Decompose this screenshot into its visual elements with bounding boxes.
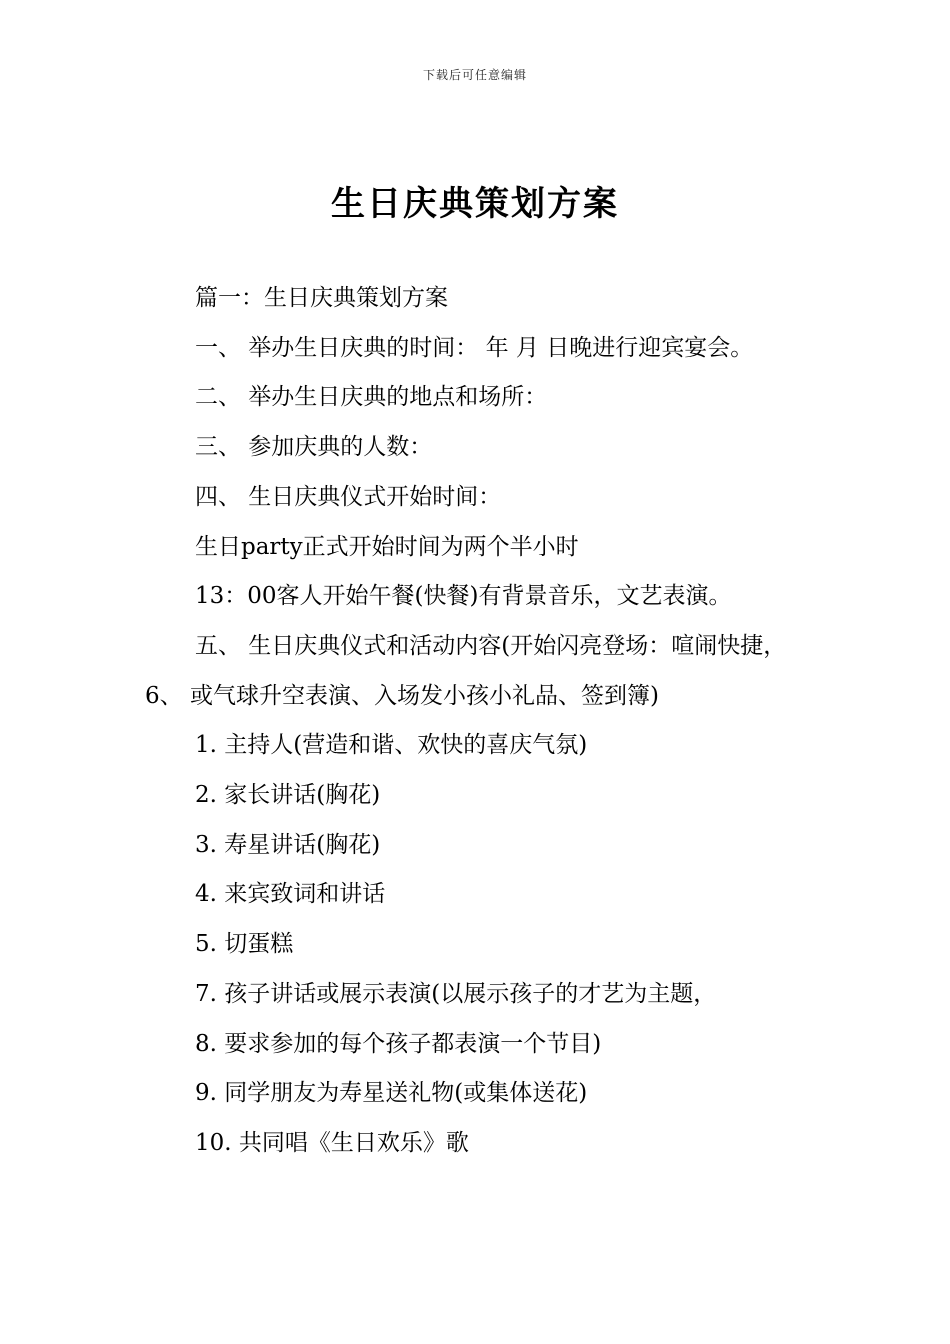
list-item: 5. 切蛋糕 <box>195 931 294 958</box>
party-duration: 生日party正式开始时间为两个半小时 <box>195 533 579 560</box>
item-activities: 五、 生日庆典仪式和活动内容(开始闪亮登场：喧闹快捷，6、 或气球升空表演、入场发小孩小礼品、签到簿) <box>145 632 787 709</box>
list-item: 10. 共同唱《生日欢乐》歌 <box>195 1129 469 1156</box>
list-item: 7. 孩子讲话或展示表演(以展示孩子的才艺为主题， <box>195 980 717 1007</box>
list-item: 4. 来宾致词和讲话 <box>195 881 386 908</box>
item-start-time: 四、 生日庆典仪式开始时间： <box>195 483 502 510</box>
page-header-note: 下载后可任意编辑 <box>422 68 527 82</box>
list-item: 2. 家长讲话(胸花) <box>195 782 381 809</box>
lunch-schedule: 13：00客人开始午餐(快餐)有背景音乐，文艺表演。 <box>195 583 732 610</box>
item-attendees: 三、 参加庆典的人数： <box>195 434 433 461</box>
item-venue: 二、 举办生日庆典的地点和场所： <box>195 384 548 411</box>
list-item: 9. 同学朋友为寿星送礼物(或集体送花) <box>195 1080 588 1107</box>
item-time: 一、 举办生日庆典的时间： 年 月 日晚进行迎宾宴会。 <box>195 334 754 361</box>
list-item: 1. 主持人(营造和谐、欢快的喜庆气氛) <box>195 732 588 759</box>
list-item: 8. 要求参加的每个孩子都表演一个节目) <box>195 1030 602 1057</box>
document-title: 生日庆典策划方案 <box>331 184 619 224</box>
section-heading: 篇一：生日庆典策划方案 <box>195 285 448 311</box>
list-item: 3. 寿星讲话(胸花) <box>195 831 381 858</box>
document-body <box>145 274 807 1169</box>
